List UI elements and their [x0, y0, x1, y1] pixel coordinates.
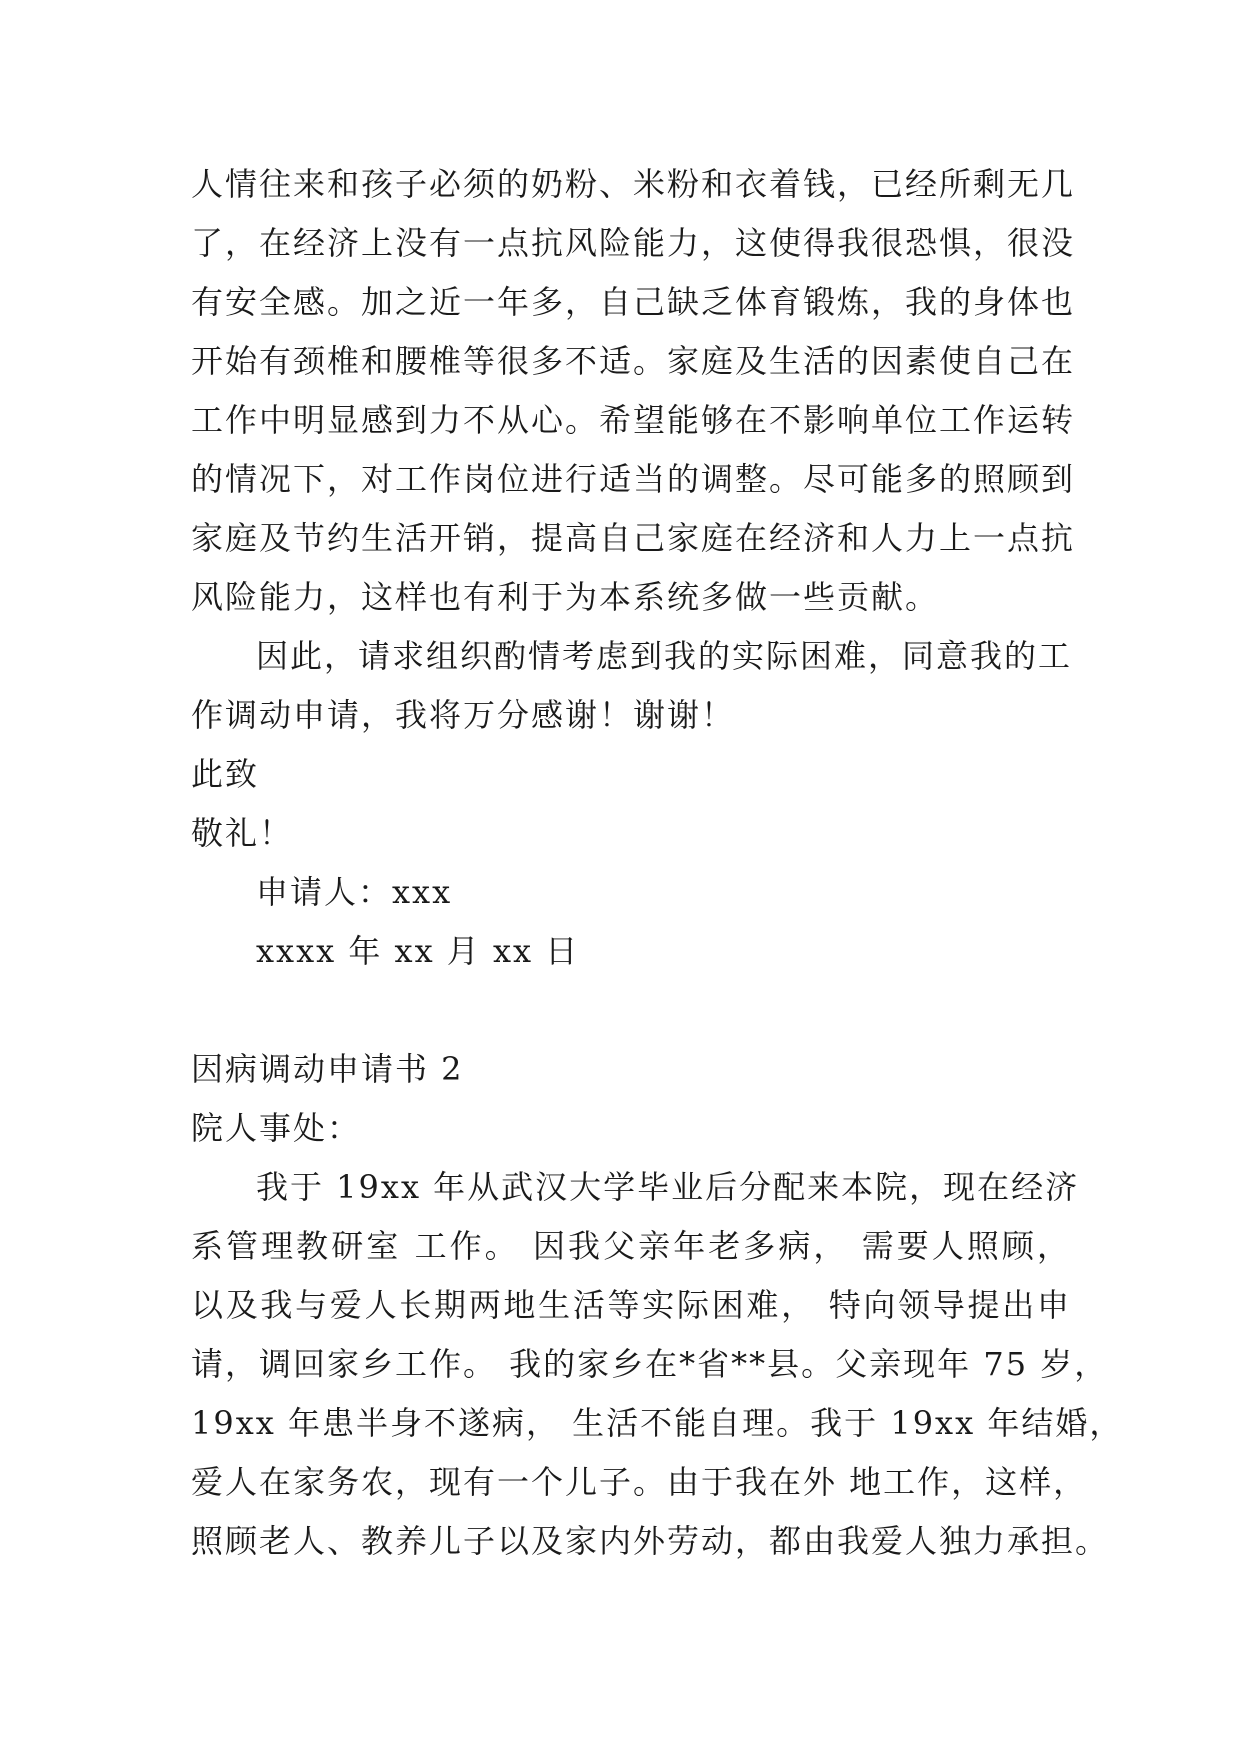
closing-regards: 敬礼！	[191, 814, 294, 852]
paragraph-line: 19xx 年患半身不遂病， 生活不能自理。我于 19xx 年结婚，	[191, 1404, 1124, 1442]
paragraph-line: 我于 19xx 年从武汉大学毕业后分配来本院，现在经济	[256, 1168, 1080, 1206]
paragraph-line: 工作中明显感到力不从心。希望能够在不影响单位工作运转	[191, 401, 1076, 439]
paragraph-line: 系管理教研室 工作。 因我父亲年老多病， 需要人照顾，	[191, 1227, 1071, 1265]
paragraph-line: 爱人在家务农，现有一个儿子。由于我在外 地工作，这样，	[191, 1463, 1088, 1501]
closing-salutation: 此致	[191, 755, 260, 793]
paragraph-line: 家庭及节约生活开销，提高自己家庭在经济和人力上一点抗	[191, 519, 1076, 557]
paragraph-line: 风险能力，这样也有利于为本系统多做一些贡献。	[191, 578, 940, 616]
paragraph-line: 了，在经济上没有一点抗风险能力，这使得我很恐惧，很没	[191, 224, 1076, 262]
paragraph-line: 因此，请求组织酌情考虑到我的实际困难，同意我的工	[256, 637, 1073, 675]
applicant-signature: 申请人：xxx	[256, 873, 453, 911]
paragraph-line: 照顾老人、教养儿子以及家内外劳动，都由我爱人独力承担。	[191, 1522, 1110, 1560]
signature-date: xxxx 年 xx 月 xx 日	[256, 932, 580, 970]
paragraph-line: 有安全感。加之近一年多，自己缺乏体育锻炼，我的身体也	[191, 283, 1076, 321]
paragraph-line: 以及我与爱人长期两地生活等实际困难， 特向领导提出申	[191, 1286, 1071, 1324]
recipient: 院人事处：	[191, 1109, 362, 1147]
paragraph-line: 人情往来和孩子必须的奶粉、米粉和衣着钱，已经所剩无几	[191, 165, 1076, 203]
paragraph-line: 开始有颈椎和腰椎等很多不适。家庭及生活的因素使自己在	[191, 342, 1076, 380]
paragraph-line: 作调动申请，我将万分感谢！谢谢！	[191, 696, 736, 734]
section-title: 因病调动申请书 2	[191, 1050, 464, 1088]
paragraph-line: 的情况下，对工作岗位进行适当的调整。尽可能多的照顾到	[191, 460, 1076, 498]
paragraph-line: 请，调回家乡工作。 我的家乡在*省**县。父亲现年 75 岁，	[191, 1345, 1109, 1383]
